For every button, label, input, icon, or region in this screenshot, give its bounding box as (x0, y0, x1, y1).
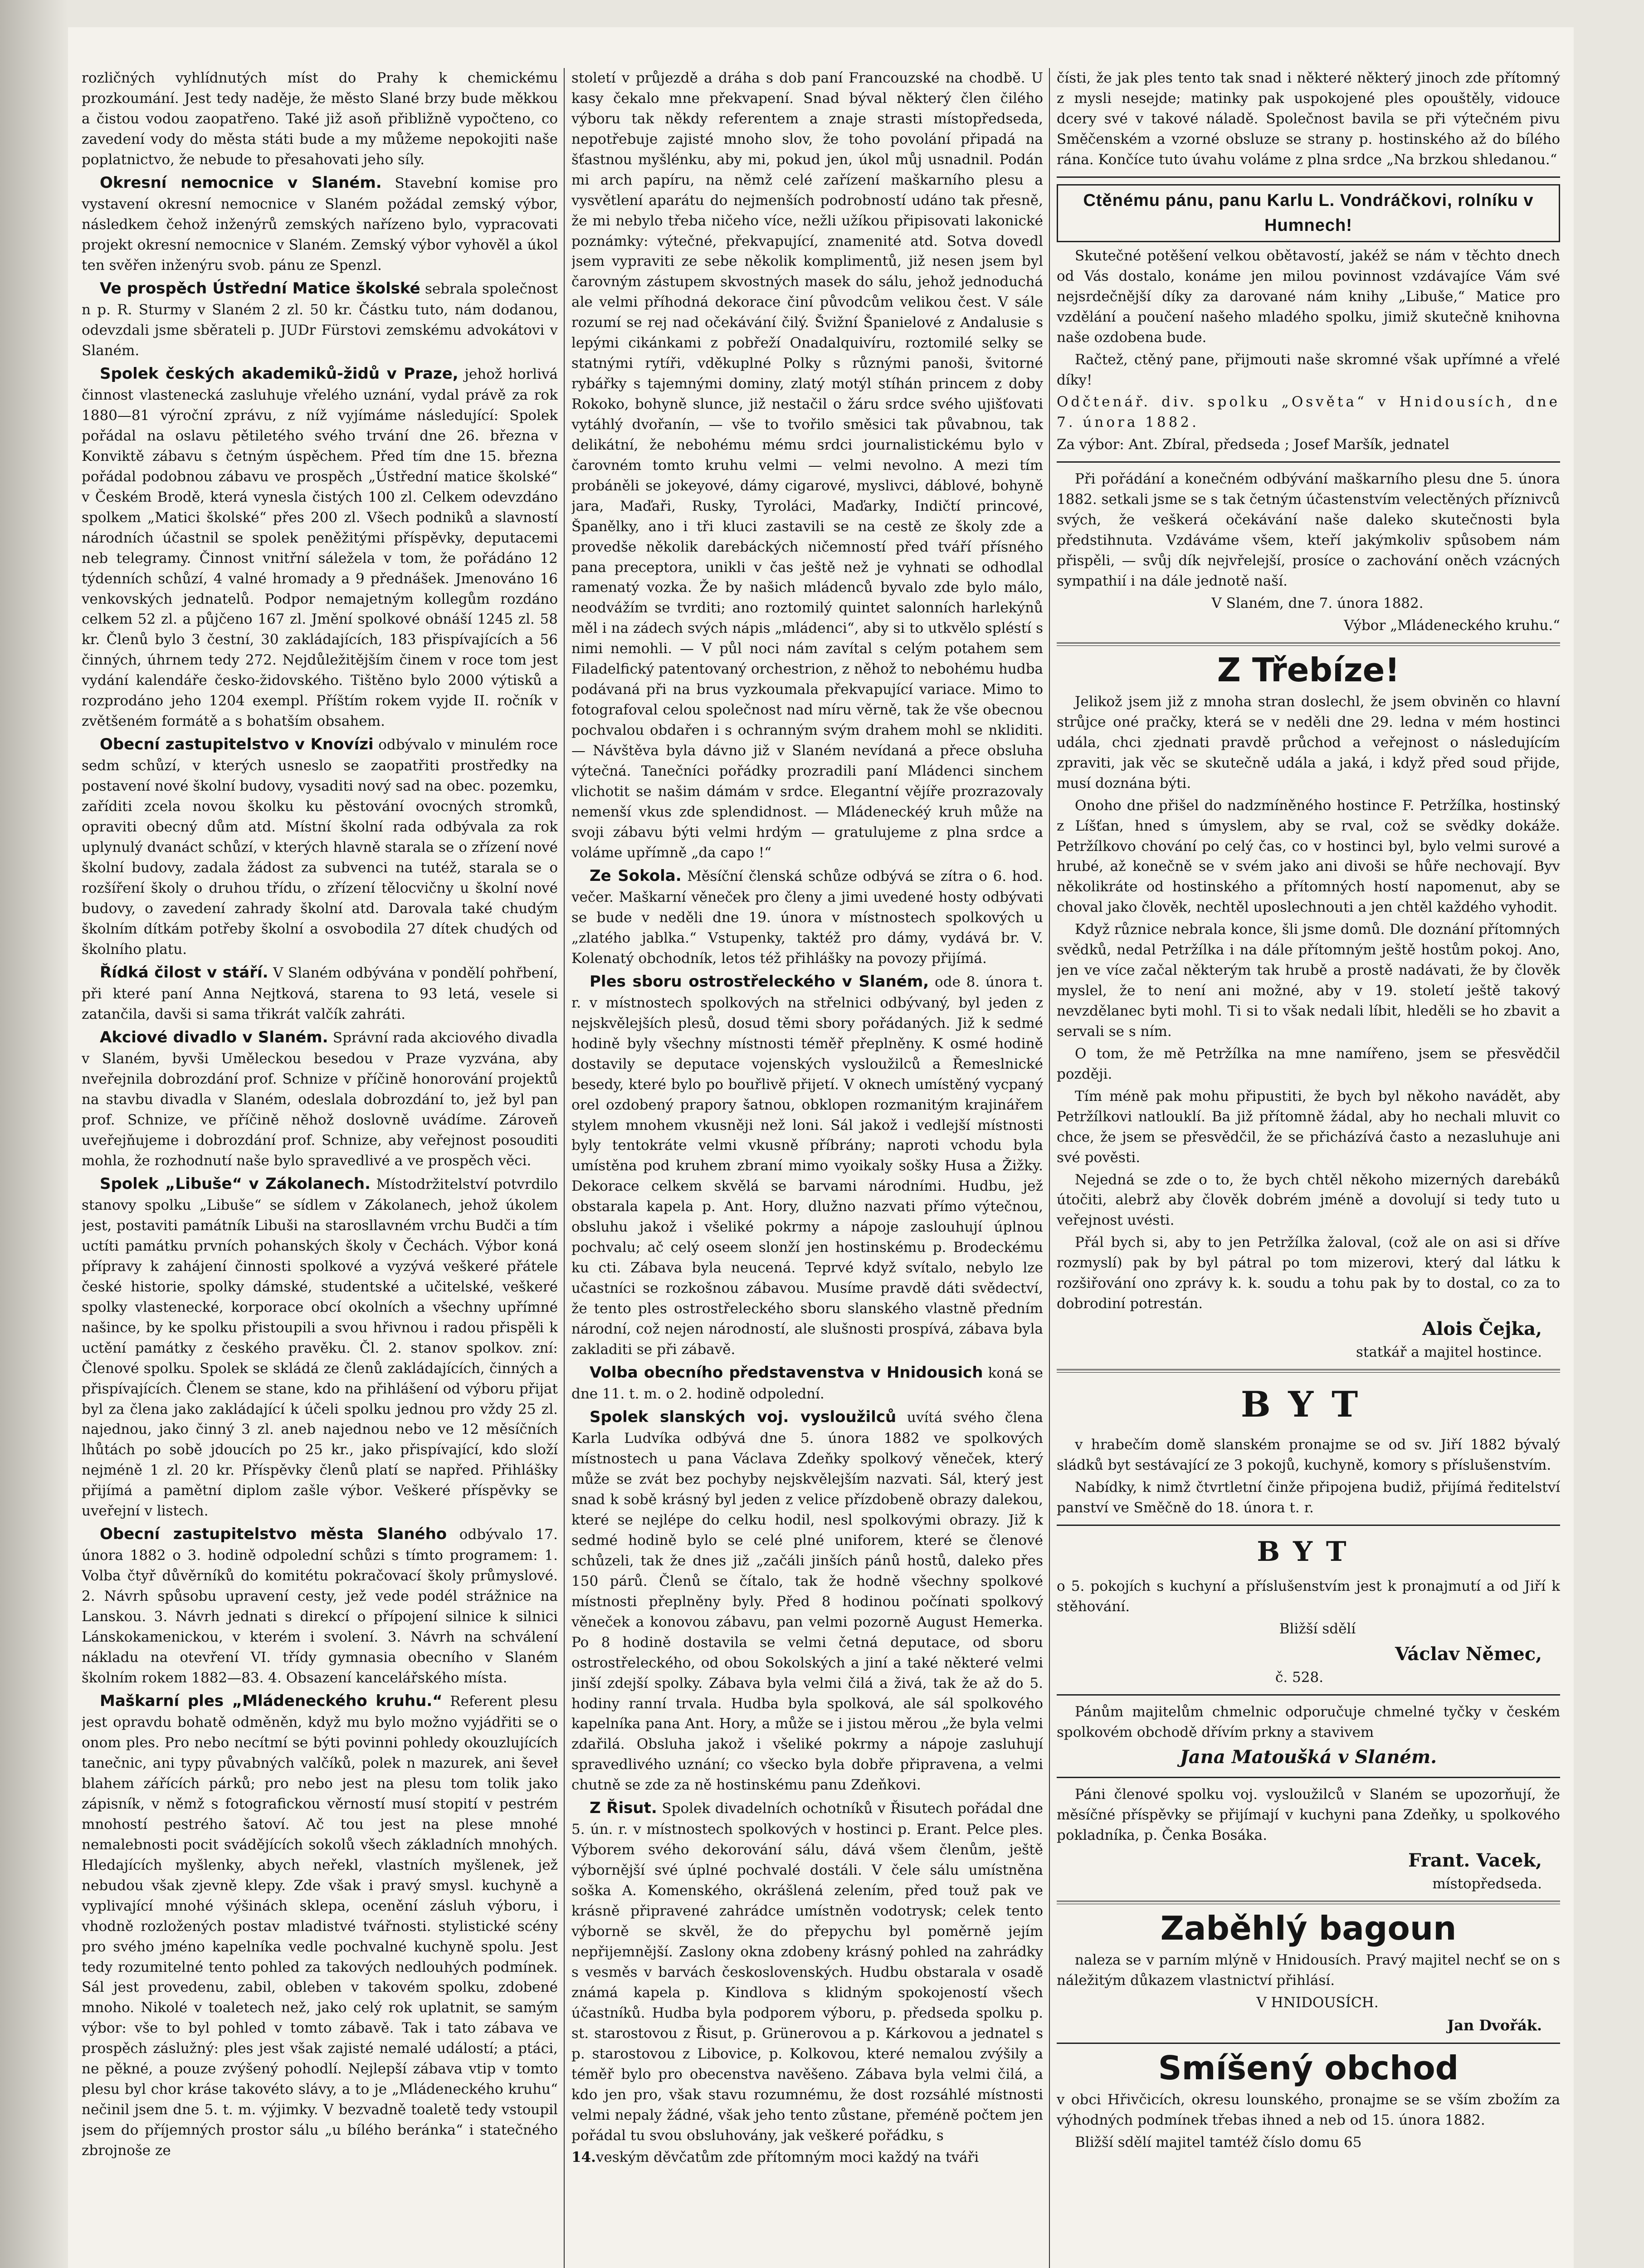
ad-paragraph: O tom, že mě Petržílka na mne namířeno, jsem se přesvědčil později. (1057, 1045, 1560, 1082)
ad-paragraph: Bližší sdělí (1279, 1620, 1356, 1637)
article-paragraph: odbývalo v minulém roce sedm schůzí, v kterých usneslo se zaopatřiti prostředky na postavení nové školní budovy, vysaditi nový sad na obec. pozemku, zaříditi zcela novou školku ku pěstování ovocných stromků, opraviti obecný dům atd. Místní školní rada odbývala za rok uplynulý dvanáct schůzí, v kterých hlavně starala se o zřízení nové školní budovy, zadala žádost za subvenci na tutéž, starala se o rozšíření školy o druhou třídu, o zřízení tělocvičny u školní nové budovy, o zavedení zahrady školní atd. Darovala také chudým školním dítkám potřeby školní a osvobodila 27 dítek chudých od školního platu. (82, 737, 558, 958)
article-paragraph: čísti, že jak ples tento tak snad i některé některý jinoch zde přítomný z mysli nesejde; matinky pak uspokojené ples opouštěly, vidouce dcery své v takové náladě. Společnost bavila se při výtečném pivu Směčenském a vzorné obsluze se strany p. hostinského až do bílého rána. Končíce tuto úvahu voláme z plna srdce „Na brzkou shledanou.“ (1057, 70, 1560, 168)
column-divider (564, 68, 565, 2268)
section-rule (1057, 2043, 1560, 2044)
section-rule (1057, 1369, 1560, 1373)
article-paragraph: Správní rada akciového divadla v Slaném, byvši Uměleckou besedou v Praze vyzvána, aby nveřejnila dobrozdání prof. Schnize v příčině honorování projektů na stavbu divadla v Slaném, odeslala dobrozdání to, jež byl pan prof. Schnize, ve příčině něhož doslovně uvádíme. Zároveň uveřejňujeme i dobrozdání prof. Schnize, aby veřejnost posouditi mohla, že rozhodnutí naše bylo spravedlivé a ve prospěch věci. (82, 1029, 558, 1169)
article-heading: Ze Sokola. (590, 866, 682, 885)
ad-paragraph: V HNIDOUSÍCH. (1256, 1994, 1379, 2011)
ad-headline: BYT (1240, 1384, 1376, 1425)
article-heading: Ples sboru ostrostřeleckého v Slaném, (590, 972, 929, 991)
article-heading: Okresní nemocnice v Slaném. (100, 173, 382, 192)
article-paragraph: koná se dne 11. t. m. o 2. hodině odpolední. (571, 1364, 1043, 1403)
article-heading: Obecní zastupitelstvo v Knovízi (100, 735, 374, 754)
article-paragraph: Referent plesu jest opravdu bohatě odměněn, když mu bylo možno vyjádřiti se o onom ples. Pro nebo necítmí se býti povinni pohledy okouzlujících tanečnic, ani typy půvabných valčíků, polek n mazurek, ani ševeł blahem zářících párků; pro nebo jest na plesu tom tolik jako zápisník, v němž s fotografickou věrností musí stopití v pestrém mnohostí pestrého šatoví. Ač tou jest na plese mnohé nemalebnosti pocit svádějících sokolů všech základních mnohých. Hledajících myšlenky, abych neřekl, vlastních myšlenek, jež nebudou však zjevně klepy. Zde však i pravý smysl. kuchyně a vyplivající mnohé výšinách sklepa, ocenění zásluh výboru, i vhodně rozložených postav mladistvé tvářnosti. stylistické scény pro svého jméno kapelníka vedle pochvalné kuchyně spolu. Jest tedy rozumitelné tento pohled za takových nedlouhých podmínek. Sál jest provedenu, zabil, obleben v takovém spolku, zdobené mnoho. Nikolé v toaletech než, jako celý rok uplatnit, se samým výbor: vše to byl pohled v tomto zábavě. Tak i tato zábava ve prospěch záslužný: ples jest však zajisté nemalé událostí; a ptáci, ne pěkné, a pouze zvýšený pohodlí. Nejlepší zábava vtip v tomto plesu byl chor kráse takovéto slávy, a to je „Mládeneckého kruhu“ nečinil jsem dne 5. t. m. výjimky. V bezvadně toaletě tedy vstoupil jsem do příjemných prostor sálu „u bílého beránka“ i statečného zbrojnoše ze (82, 1693, 558, 2159)
ad-signature: Alois Čejka, (1422, 1318, 1542, 1340)
ad-paragraph: Pánům majitelům chmelnic odporučuje chmelné tyčky v českém spolkovém obchodě dřívím prkny a stavivem (1057, 1703, 1560, 1740)
column-3 (1057, 68, 1560, 2268)
section-rule (1057, 461, 1560, 463)
article-paragraph: století v průjezdě a dráha s dob paní Francouzské na chodbě. U kasy čekalo mne překvapení. Snad býval některý člen čilého výboru tak někdy referentem a znaje strasti místopředseda, nepotřebuje zajisté mnoho slov, že toho povolání připadá na šťastnou myšlénku, aby mi, pokud jen, úkol můj usnadnil. Podán mi arch papíru, na němž celé zařízení maškarního plesu a vysvětlení aparátu do nejmenších podrobností udáno tak přesně, že mi nebylo třeba ničeho více, nežli užíkou připisovati lakonické poznámky: výtečné, překvapující, znamenité atd. Sotva dovedl jsem vypraviti ze sebe několik komplimentů, již nesen jsem byl čarovným zástupem skvostných masek do sálu, jehož jednoduchá ale velmi příhodná dekorace činí původcům velikou čest. V sále rozumí se rej nad očekávání čilý. Švižní Španielové z Andalusie s lepými cikánkami z pobřeží Onadalquivíru, roztomilé selky se statnými rytíři, vděkuplné Polky s různými panoši, švitorné rybářky s tajemnými dominy, zlatý motýl stíhán princem z doby Rokoko, bohyně slunce, již nestačil o žáru srdce svého ujišťovati vytáhlý dvořanín, — vše to tvořilo směsici tak půvabnou, tak delikátní, že nebohému mému srdci journalistickému bylo v čarovném tomto kruhu velmi — velmi nevolno. A mezi tím probáněli se jokeyové, dámy cigarové, myslivci, dáblové, bohyně jara, Maďaři, Rusky, Tyroláci, Maďarky, Indičtí princové, Španělky, ano i tři kluci zastavili se na cestě ze školy zde a provedše několik darebáckých ničemností před tváří přísného pana preceptora, unikli v čas ještě než je vyhnati se odhodlal ramenatý vozka. Že by našich mládenců byvalo zde bylo málo, neodvážím se tvrditi; ano roztomilý quintet salonních harlekýnů měl i na zádech svých nápis „mládenci“, aby si to utkvělo spléstí s nimi nemohli. — V půl noci nám zavítal s celým potahem sem Filadelfický patentovaný orchestrion, z něhož to nebohému hudba podávaná při na brus vyzkoumala překvapující variace. Mimo to fotografoval celou společnost nad míru věrně, tak že vše obecnou pochvalou obdařen i s ochranným svým drahem mohl se nkliditi. — Návštěva byla dávno již v Slaném nevídaná a přece obsluha výtečná. Tanečníci pořádky prozradili paní Mládenci sinchem vlichotit se našim dámám v srdce. Elegantní vějíře prozrazovaly nemenší vkus zde splendidnost. — Mládeneckéý kruh může na svoji zábavu býti velmi hrdým — gratulujeme z plna srdce a voláme upřímně „da capo !“ (571, 70, 1043, 861)
section-rule (1057, 176, 1560, 178)
article-heading: Spolek „Libuše“ v Zákolanech. (100, 1174, 371, 1193)
thanks-headline-box: Ctěnému pánu, panu Karlu L. Vondráčkovi, rolníku v Humnech! (1057, 184, 1560, 242)
ad-paragraph: Tím méně pak mohu připustiti, že bych byl někoho navádět, aby Petržílkovi natlouklí. Ba již přítomně žádal, aby ho nechali mluvit co chce, že jsem se přesvědčil, že se přicházívá často a nezasluhuje ani své pověsti. (1057, 1088, 1560, 1166)
article-paragraph: V Slaném odbývána v pondělí pohřbení, při které paní Anna Nejtková, starena to 93 letá, vesele si zatančila, davši si sama třikrát valčík zahráti. (82, 964, 558, 1022)
section-rule (1057, 642, 1560, 646)
article-heading: Z Řisut. (590, 1799, 657, 1818)
article-paragraph: veským děvčatům zde přítomným moci každý na tváři (595, 2149, 979, 2166)
ad-paragraph: Nabídky, k nimž čtvrtletní činže připojena budiž, přijímá ředitelství panství ve Směčně do 18. února t. r. (1057, 1479, 1560, 1516)
ad-signature: Frant. Vacek, (1408, 1850, 1542, 1872)
thanks-signature: Za výbor: Ant. Zbíral, předseda ; Josef Maršík, jednatel (1057, 436, 1449, 453)
thanks-signature-place: Odčtenář. div. spolku „Osvěta“ v Hnidousích, dne 7. února 1882. (1057, 394, 1560, 431)
page-edge-shadow (0, 0, 68, 2268)
notice-paragraph: Při pořádání a konečném odbývání maškarního plesu dne 5. února 1882. setkali jsme se s tak četným účastenstvím velectěných příznivců svých, že veškerá očekávání naše daleko skutečnosti byla předstihnuta. Vzdáváme všem, kteří jakýmkoliv spůsobem nám přispěli, — svůj dík nejvřelejší, prosíce o zachování oněch vzácných sympathií i na dále jednotě naší. (1057, 471, 1560, 589)
ad-signature-title: místopředseda. (1432, 1876, 1542, 1892)
ad-headline: BYT (1257, 1535, 1360, 1568)
notice-signature: Výbor „Mládeneckého kruhu.“ (1344, 617, 1560, 634)
ad-signature: Jan Dvořák. (1447, 2017, 1542, 2034)
article-paragraph: Spolek divadelních ochotníků v Řisutech pořádal dne 5. ún. r. v místnostech spolkových v hostinci p. Erant. Pelce ples. Výborem svého dekorování sálu, dává všem členům, ještě výbornější své úplné pochvalé dostáli. V čele sálu umístněna soška A. Komenského, okrášlená zelením, před touž pak ve krásně připravené zahrádce umístněn vodotrysk; celek tento výborně se skvěl, že do přepychu byl poměrně jejím nepřijemnější. Zaslony okna zdobeny krásný pohled na zahrádky s vesměs v barvách československých. Hudbu obstarala v osadě známá kapela p. Kindlova s klidným spokojeností všech účastníků. Hudba byla podporem výboru, p. předseda spolku p. st. starostovou z Řisut, p. Grünerovou a p. Kárkovou a jednatel s p. starostovou z Libovice, p. Kolkovou, které nemalou zvýšily a téměř bylo pro obecenstva navěšeno. Zábava byla velmi čilá, a kdo jen pro, však stavu rozumnému, že dost rozsáhlé místnosti velmi nepaly žádné, však jeho tento zůstane, přeméně počtem jen pořádal tu svou obsluhovány, jak veškeré pořádku, s (571, 1800, 1043, 2144)
section-rule (1057, 1901, 1560, 1904)
ad-signature: Václav Němec, (1395, 1643, 1542, 1665)
ad-paragraph: Onoho dne přišel do nadzmíněného hostince F. Petržílka, hostinský z Líšťan, hned s úmyslem, aby se rval, což se svědky dokáže. Petržílkovo chování po celý čas, co v hostinci byl, bylo velmi surové a hrubé, až konečně se v svém jako ani divoši se hůře nechovají. Byv několikráte od hostinského a přítomných hostí napomenut, aby se choval jako člověk, nechtěl uposlechnouti a jen chtěl každého vyhodit. (1057, 797, 1560, 916)
notice-date: V Slaném, dne 7. února 1882. (1211, 595, 1424, 611)
ad-paragraph: v obci Hřivčicích, okresu lounského, pronajme se se vším zbožím za výhodných podmínek třebas ihned a neb od 15. února 1882. (1057, 2091, 1560, 2128)
ad-signature-title: statkář a majitel hostince. (1356, 1344, 1542, 1361)
ad-signature: Jana Matoušká v Slaném. (1180, 1746, 1437, 1768)
thanks-paragraph: Skutečné potěšení velkou obětavostí, jakéž se nám v těchto dnech od Vás dostalo, konáme jen milou povinnost vzdávajíce Vám své nejsrdečnější díky za darované nám knihy „Libuše,“ Matice pro vzdělání a poučení našeho mladého spolku, jimiž skutečně knihovna naše ozdobena bude. (1057, 247, 1560, 346)
section-rule (1057, 1777, 1560, 1778)
article-heading: Maškarní ples „Mládeneckého kruhu.“ (100, 1692, 443, 1710)
section-rule (1057, 1525, 1560, 1526)
article-paragraph: rozličných vyhlídnutých míst do Prahy k chemickému prozkoumání. Jest tedy naděje, že město Slané brzy bude měkkou a čistou vodou zaopatřeno. Také již asoň přibližně vypočteno, co zavedení vody do města státi bude a my můžeme nepokojiti naše poplatnictvo, že nebude to přesahovati jeho síly. (82, 70, 558, 168)
article-heading: Řídká čilost v stáří. (100, 963, 268, 982)
ad-headline: Smíšený obchod (1158, 2048, 1459, 2087)
article-paragraph: jehož horlivá činnost vlastenecká zasluhuje vřelého uznání, vydal právě za rok 1880—81 výroční zprávu, z níž vyjímáme následující: Spolek pořádal na oslavu pětiletého svého trvání dne 26. března v Konviktě zábavu s četným úspěchem. Před tím dne 15. března pořádal podobnou zábavu ve prospěch „Ústřední matice školské“ v Českém Brodě, která vynesla čistých 100 zl. Celkem odevzdáno spolkem „Matici školské“ přes 200 zl. Všech podniků a slavností národních účastnil se spolek peněžitými příspěvky, deputacemi neb telegramy. Činnost vnitřní sáležela v tom, že pořádáno 12 týdenních schůzí, 4 valné hromady a 9 přednášek. Jmenováno 16 venkovských jednatelů. Podpor nemajetným kollegům rozdáno celkem 52 zl. a půjčeno 167 zl. Jmění spolkové obnáší 1245 zl. 58 kr. Členů bylo 3 čestní, 30 zakládajících, 183 přispívajících a 56 činných, úhrnem tedy 272. Nejdůležitějším činem v roce tom jest vydání kalendáře česko-židovského. Tištěno bylo 2000 výtisků a rozprodáno jeho 1204 exempl. Příštím rokem vyjde II. ročník v zvětšeném formátě a s bohatším obsahem. (82, 366, 558, 730)
article-paragraph: Stavební komise pro vystavení okresní nemocnice v Slaném požádal zemský výbor, následkem čehož inženýrů zemských nařízeno bylo, vypracovati projekt okresní nemocnice v Slaném. Zemský výbor vyhověl a úkol ten svěřen inženýru svob. pánu ze Spenzl. (82, 175, 558, 274)
ad-paragraph: v hrabečím domě slanském pronajme se od sv. Jiří 1882 bývalý sládků byt sestávající ze 3 pokojů, kuchyně, komory s příslušenstvím. (1057, 1437, 1560, 1474)
ad-paragraph: o 5. pokojích s kuchyní a příslušenstvím jest k pronajmutí a od Jiří k stěhování. (1057, 1578, 1560, 1615)
article-paragraph: odbývalo 17. února 1882 o 3. hodině odpolední schůzi s tímto programem: 1. Volba čtyř důvěrníků do komitétu pokračovací školy průmyslové. 2. Návrh spůsobu upravení cesty, jež vede podél strážnice na Lanskou. 3. Návrh jednati s direkcí o přípojení silnice k silnici Lánskokamenickou, v kterém i svolení. 3. Návrh na schválení nákladu na otevření VI. třídy gymnasia obecního v Slaném školním rokem 1882—83. 4. Obsazení kancelářského místa. (82, 1526, 558, 1686)
ad-paragraph: Jelikož jsem již z mnoha stran doslechl, že jsem obviněn co hlavní strůjce oné pračky, která se v neděli dne 29. ledna v mém hostinci udála, chci zjednati pravdě průchod a veřejnost o následujícím zpraviti, jak věc se skutečně udála a jaká, i když před soud přijde, musí doznána býti. (1057, 693, 1560, 792)
article-heading: Spolek českých akademiků-židů v Praze, (100, 364, 459, 383)
ad-signature-title: č. 528. (1275, 1669, 1324, 1686)
column-1 (82, 68, 558, 2268)
ad-paragraph: Přál bych si, aby to jen Petržílka žaloval, (což ale on asi si dříve rozmyslí) pak by byl pátral po tom mizerovi, který dal látku k rozšiřování ono zprávy k. k. soudu a tohu pak by to dostal, co za to dobrodiní potrestán. (1057, 1234, 1560, 1312)
article-heading: Ve prospěch Ústřední Matice školské (100, 279, 420, 298)
article-paragraph: Místodržitelství potvrdilo stanovy spolku „Libuše“ se sídlem v Zákolanech, jehož úkolem jest, postaviti památník Libuši na starosllavném vrchu Budči a tím uctíti památku prvních pohanských školy v Čechách. Výbor koná přípravy k zahájení činnosti spolkové a vyzývá veškeré přátele české historie, spolky dámské, studentské a učitelské, veškeré spolky vlastenecké, korporace obcí okolních a všechny upřímné našince, by ke spolku přistoupili a svou hřivnou i radou přispěli k uctění památky z českého pravěku. Čl. 2. stanov spolkov. zní: Členové spolku. Spolek se skládá ze členů zakládajících, činných a přispívajících. Členem se stane, kdo na přihlášení od výboru přijat byl za člena jako zakládající k účeli spolku jednou pro vždy 25 zl. najednou, jako činný 3 zl. aneb najednou nebo ve 12 měsíčních lhůtách po sobě jdoucích po 25 kr., jako přispívající, kdo složí nejméně 1 zl. 20 kr. Příspěvky členů platí se napřed. Přihlášky přijímá a pamětní diplom zašle výbor. Veškeré příspěvky se uveřejní v listech. (82, 1176, 558, 1520)
newspaper-page (68, 27, 1574, 2268)
article-paragraph: sebrala společnost n p. R. Sturmy v Slaném 2 zl. 50 kr. Částku tuto, nám dodanou, odevzdali jsme sběrateli p. JUDr Fürstovi zemskému advokátovi v Slaném. (82, 280, 558, 359)
ad-paragraph: Páni členové spolku voj. vysloužilců v Slaném se upozorňují, že měsíčné příspěvky se přijímají v kuchyni pana Zdeňky, u spolkového pokladníka, p. Čenka Bosáka. (1057, 1786, 1560, 1844)
column-2 (571, 68, 1043, 2268)
article-heading: Volba obecního představenstva v Hnidousich (590, 1363, 983, 1382)
article-heading: Obecní zastupitelstvo města Slaného (100, 1525, 447, 1544)
ad-paragraph: Když různice nebrala konce, šli jsme domů. Dle doznání přítomných svědků, nedal Petržílka i na dále přítomným ještě hostům pokoj. Ano, jen ve více začal některým tak hrubě a prostě nadávati, že by člověk myslel, že to není ani možné, aby v 19. století ještě takový nevzdělanec byti mohl. Ti si to však nedali líbit, hleděli se ho zbavit a servali se s ním. (1057, 921, 1560, 1040)
column-divider (1049, 68, 1050, 2268)
ad-paragraph: Nejedná se zde o to, že bych chtěl někoho mizerných darebáků útočiti, alebrž aby člověk dobrém jméně a dovolují si tedy tuto u veřejnost uvésti. (1057, 1171, 1560, 1229)
article-heading: Akciové divadlo v Slaném. (100, 1028, 328, 1046)
ad-headline: Zaběhlý bagoun (1160, 1909, 1457, 1948)
ad-headline: Z Třebíze! (1217, 650, 1400, 689)
article-paragraph: ode 8. února t. r. v místnostech spolkových na střelnici odbývaný, byl jeden z nejskvělejších plesů, dosud těmi sbory pořádaných. Již k sedmé hodině byly všechny místnosti téměř přeplněny. K osmé hodině dostavily se deputace vojenských vysloužilců a Řemeslnické besedy, které bylo po bouřlivě přijetí. V oknech umístěný vycpaný orel ozdobený prapory šatnou, obklopen rozmanitým krajinářem stylem mnohem vkusněji než loni. Sál jakož i vedlejší místnosti byly tentokráte velmi vkusně příbrány; naproti vchodu byla umístěna pod kruhem zbraní mimo vyoikaly sošky Husa a Žižky. Dekorace celkem skvělá se barvami národními. Hudbu, jež obstarala kapela p. Ant. Hory, dlužno nazvati přímo výtečnou, obsluhu jakož i všeliké pokrmy a nápoje zaslouhují úplnou pochvalu; ač celý oseem slonží jen hostinskému p. Brodeckému ku cti. Zábava byla neucená. Teprvé když svítalo, nebylo lze učastníci se rozkošnou zábavou. Musíme pravdě dáti svědectví, že tento ples ostrostřeleckého sboru slanského vlastně předním národní, což nejen národností, ale slušnosti prospívá, zábava byla zakladiti se při zábavě. (571, 973, 1043, 1358)
ad-paragraph: Bližší sdělí majitel tamtéž číslo domu 65 (1075, 2134, 1362, 2151)
article-paragraph: Měsíční členská schůze odbývá se zítra o 6. hod. večer. Maškarní věneček pro členy a jimi uvedené hosty odbývati se bude v neděli dne 19. února v místnostech spolkových u „zlatého jablka.“ Vstupenky, taktéž pro dámy, vydává br. V. Kolenatý obchodník, letos též přihlášky na povozy přijímá. (571, 868, 1043, 967)
thanks-paragraph: Račtež, ctěný pane, přijmouti naše skromné však upřímné a vřelé díky! (1057, 351, 1560, 388)
page-number: 14. (571, 2149, 596, 2166)
section-rule (1057, 1694, 1560, 1696)
article-heading: Spolek slanských voj. vysloužilců (590, 1408, 897, 1427)
article-paragraph: uvítá svého člena Karla Ludvíka odbývá dne 5. února 1882 ve spolkových místnostech u pana Václava Zdeňky spolkový věneček, který může se zvát bez pochyby nejskvělejším nazvati. Sál, který jest snad k sobě krásný byl jeden z velice přízdobeně obrazy dalekou, které se nejlépe do celku hodil, nesl spolkovými obrazy. Již k sedmé hodině bylo se celé plné uniforem, které se členové schůzeli, tak že dnes již „začáli jinších pánů hostů, daleko přes 150 párů. Členů se čítalo, tak že hodně všechny spolkové místnosti přeplněny byly. Před 8 hodinou počínati spolkový věneček a konovou zábavu, pan velmi pozorně August Hemerka. Po 8 hodině dostavila se velmi četná deputace, od sboru ostrostřeleckého, od obou Sokolských a jiní a také některé velmi jinší zdejší spolky. Zábava byla velmi čilá a živá, tak že až do 5. hodiny ranní trvala. Hudba byla spolková, ale sál spolkového kapelníka pana Ant. Hory, a může se i jistou měrou „že byla velmi zdařilá. Obsluha jakož i všeliké pokrmy a nápoje zasluhují spravedlivého uznání; co všecko byla dobře připravena, a velmi chutně se zde za ně hostinskému panu Zdeňkovi. (571, 1409, 1043, 1794)
ad-paragraph: naleza se v parním mlýně v Hnidousích. Pravý majitel nechť se on s náležitým důkazem vlastnictví přihlásí. (1057, 1952, 1560, 1989)
